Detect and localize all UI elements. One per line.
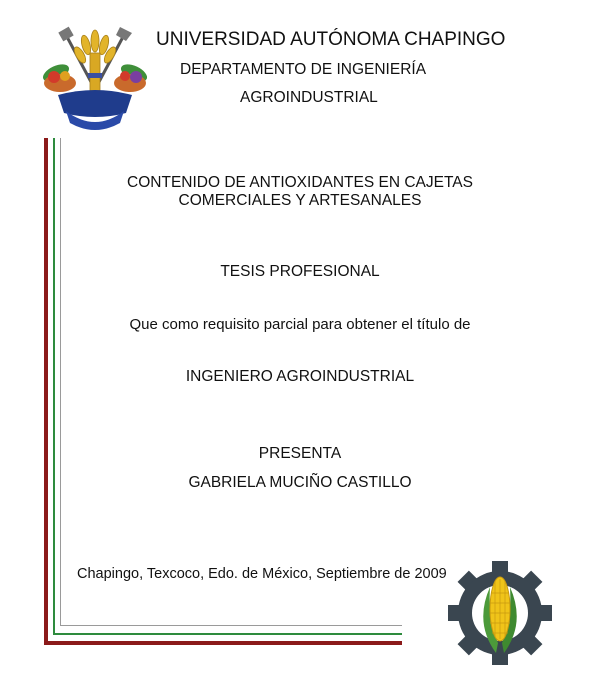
presents-label: PRESENTA <box>258 445 342 462</box>
thesis-type: TESIS PROFESIONAL <box>220 263 380 280</box>
thesis-title-line2: COMERCIALES Y ARTESANALES <box>178 191 422 209</box>
gear-corn-icon <box>444 560 556 666</box>
requirement-statement: Que como requisito parcial para obtener el título de <box>129 316 471 333</box>
thesis-title-line1: CONTENIDO DE ANTIOXIDANTES EN CAJETAS <box>127 174 473 191</box>
degree-name: INGENIERO AGROINDUSTRIAL <box>185 368 415 385</box>
university-name: UNIVERSIDAD AUTÓNOMA CHAPINGO <box>156 29 506 50</box>
thesis-title <box>0 174 600 210</box>
border-rule-green-vertical <box>53 138 55 635</box>
border-rule-gray-horizontal <box>60 625 402 626</box>
author-name: GABRIELA MUCIÑO CASTILLO <box>188 474 412 491</box>
department-name-line1: DEPARTAMENTO DE INGENIERÍA <box>180 61 427 78</box>
border-rule-green-horizontal <box>53 633 402 635</box>
border-rule-red-vertical <box>44 138 48 645</box>
department-name-line2: AGROINDUSTRIAL <box>240 89 378 106</box>
university-seal-icon <box>36 25 154 135</box>
border-rule-red-horizontal <box>44 641 402 645</box>
place-and-date: Chapingo, Texcoco, Edo. de México, Septiembre de 2009 <box>77 566 447 582</box>
